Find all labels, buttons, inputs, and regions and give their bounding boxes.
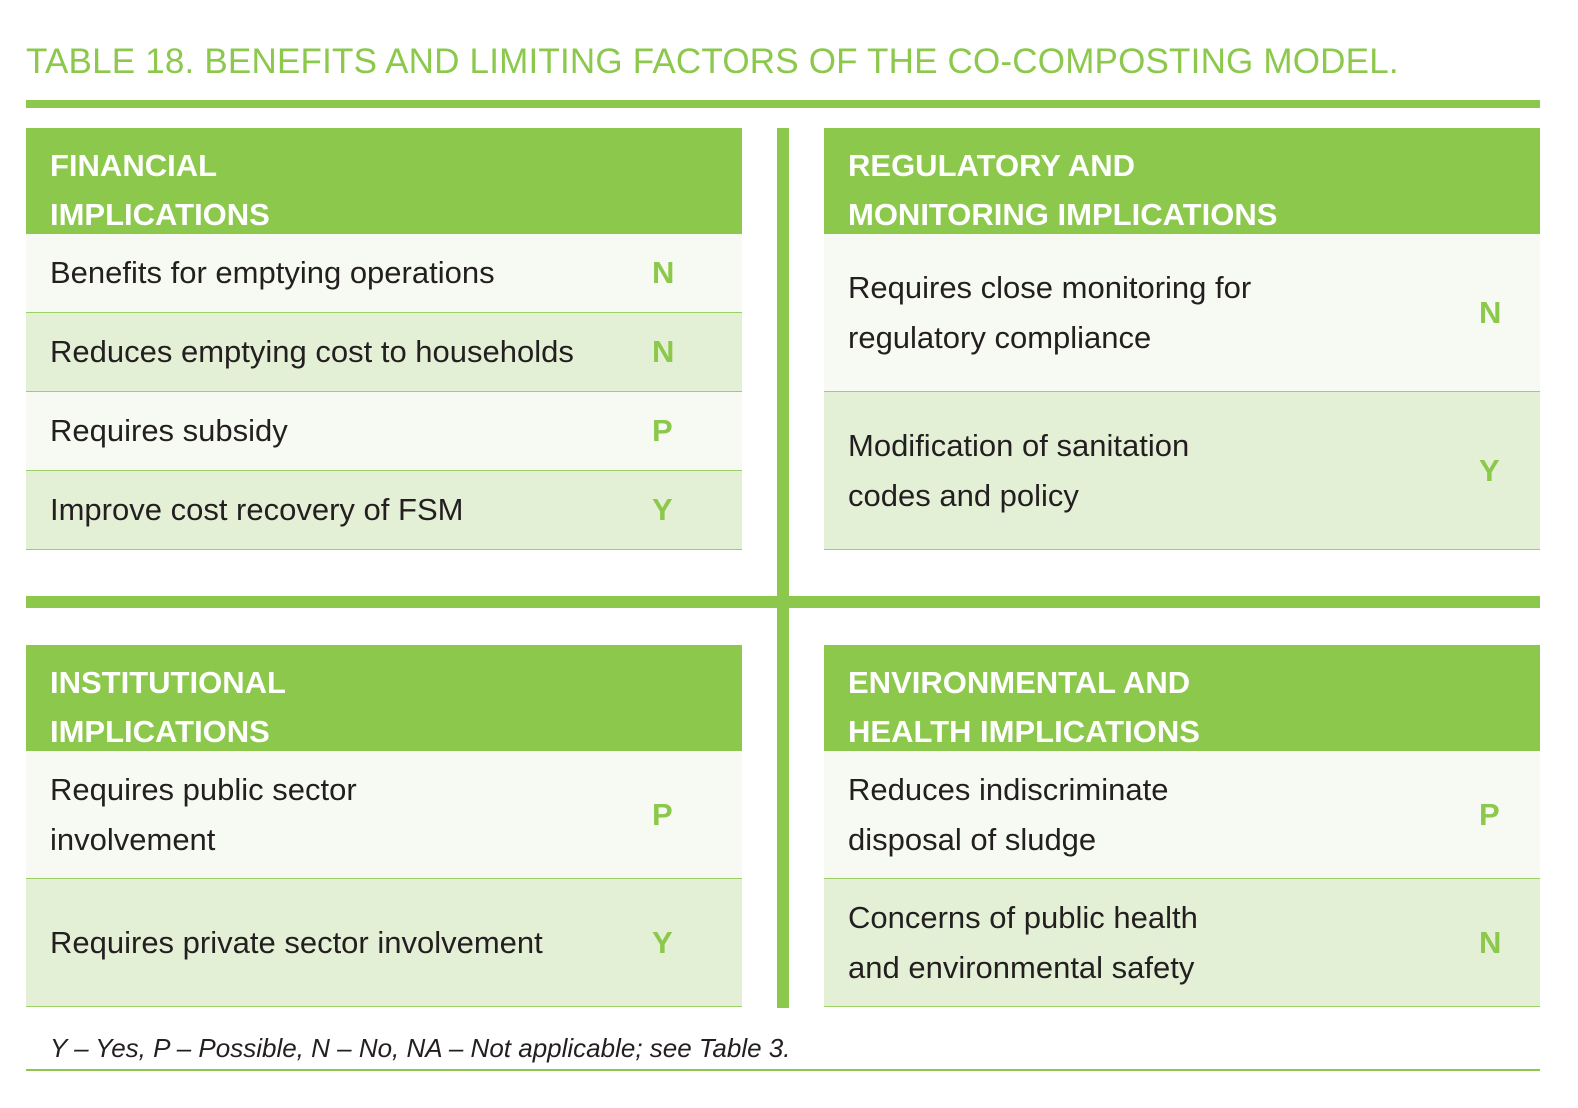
bottom-rule	[26, 1069, 1540, 1071]
heading-line: MONITORING IMPLICATIONS	[848, 197, 1278, 232]
table-row	[824, 392, 1540, 550]
row-label-line: Requires public sector	[50, 771, 357, 807]
row-value: Y	[652, 924, 673, 960]
row-value: N	[1479, 294, 1502, 330]
row-label	[824, 893, 1198, 993]
heading-line: INSTITUTIONAL	[50, 665, 286, 700]
row-label-line: codes and policy	[848, 477, 1079, 513]
table-row	[824, 879, 1540, 1007]
footnote: Y – Yes, P – Possible, N – No, NA – Not applicable; see Table 3.	[50, 1033, 791, 1063]
table-row	[26, 234, 742, 313]
table-row	[824, 751, 1540, 879]
row-value: N	[652, 334, 675, 369]
title-rule	[26, 100, 1540, 108]
panel-heading	[26, 645, 742, 751]
row-label-line: Concerns of public health	[848, 899, 1198, 935]
heading-line: ENVIRONMENTAL AND	[848, 665, 1191, 700]
row-label-line: disposal of sludge	[848, 821, 1097, 857]
row-value: P	[652, 413, 673, 448]
row-value: N	[652, 255, 675, 290]
row-label-line: Reduces indiscriminate	[848, 771, 1169, 807]
panel-heading	[26, 128, 742, 234]
row-value: Y	[652, 492, 673, 527]
row-label	[824, 263, 1251, 363]
table-row	[26, 751, 742, 879]
vertical-divider	[777, 128, 789, 1008]
row-value: Y	[1479, 452, 1500, 488]
row-label: Improve cost recovery of FSM	[50, 492, 464, 527]
panel-heading	[824, 645, 1540, 751]
row-label: Requires private sector involvement	[50, 924, 543, 960]
table-row	[824, 234, 1540, 392]
heading-line: HEALTH IMPLICATIONS	[848, 714, 1200, 749]
heading-line: REGULATORY AND	[848, 148, 1136, 183]
row-label: Benefits for emptying operations	[50, 255, 495, 290]
row-label-line: Modification of sanitation	[848, 427, 1190, 463]
row-value: P	[1479, 796, 1500, 832]
table-row	[26, 471, 742, 550]
row-label	[824, 765, 1168, 865]
row-label-line: Requires close monitoring for	[848, 269, 1252, 305]
row-label: Reduces emptying cost to households	[50, 334, 574, 369]
heading-line: FINANCIAL	[50, 148, 218, 183]
horizontal-divider	[26, 596, 1540, 608]
institutional-panel	[26, 645, 742, 1007]
regulatory-panel	[824, 128, 1540, 550]
panel-heading	[824, 128, 1540, 234]
row-value: N	[1479, 924, 1502, 960]
table-row	[26, 879, 742, 1007]
table-title: TABLE 18. BENEFITS AND LIMITING FACTORS OF THE CO-COMPOSTING MODEL.	[26, 42, 1399, 81]
table-row	[26, 392, 742, 471]
heading-line: IMPLICATIONS	[50, 197, 270, 232]
row-label-line: and environmental safety	[848, 949, 1195, 985]
table-row	[26, 313, 742, 392]
row-label: Requires subsidy	[50, 413, 288, 448]
row-label	[26, 765, 357, 865]
row-label-line: involvement	[50, 821, 216, 857]
financial-panel	[26, 128, 742, 550]
row-value: P	[652, 796, 673, 832]
row-label-line: regulatory compliance	[848, 319, 1152, 355]
row-label	[824, 421, 1189, 521]
environmental-panel	[824, 645, 1540, 1007]
heading-line: IMPLICATIONS	[50, 714, 270, 749]
